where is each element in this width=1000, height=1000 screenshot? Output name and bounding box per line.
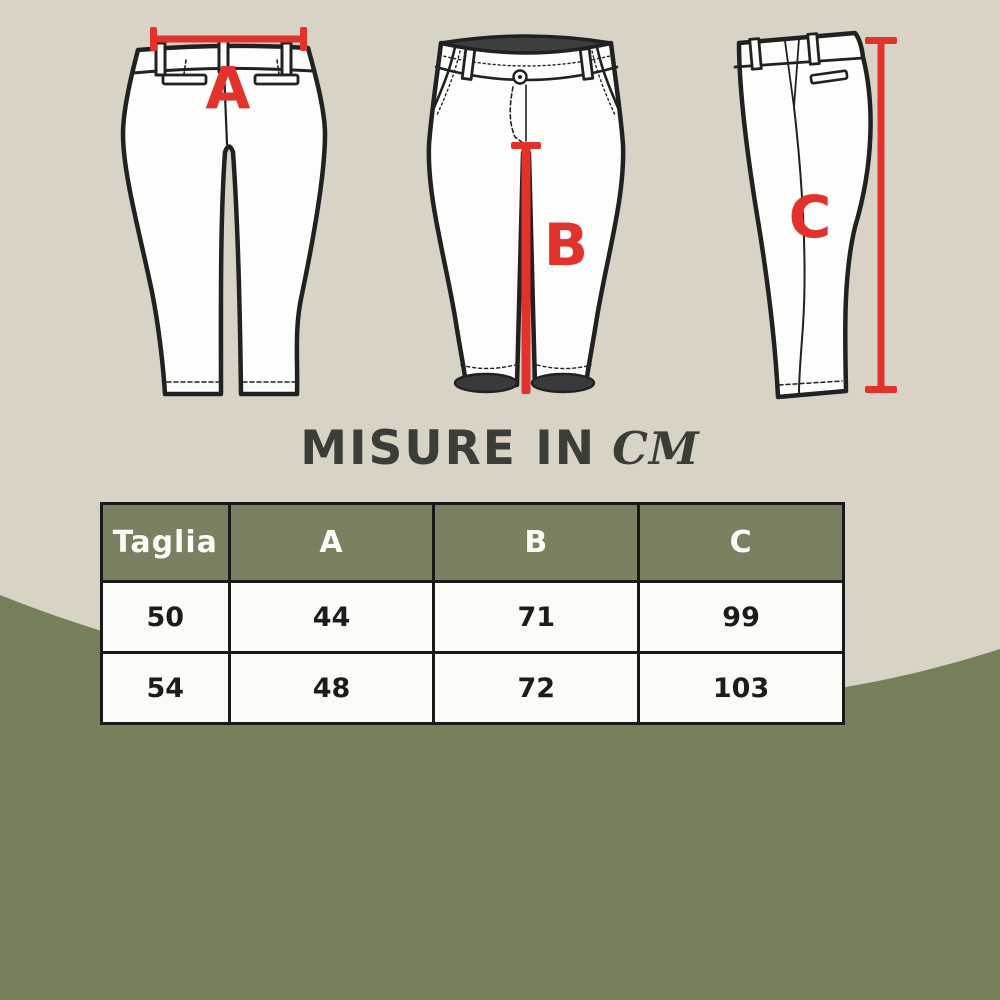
cell-c: 99 xyxy=(639,582,844,653)
pants-front-view-illustration xyxy=(425,25,630,405)
cell-a: 44 xyxy=(229,582,434,653)
header-cell-a: A xyxy=(229,504,434,582)
cell-size: 54 xyxy=(102,653,230,724)
measure-label-b: B xyxy=(543,211,589,279)
cell-b: 71 xyxy=(434,582,639,653)
header-cell-b: B xyxy=(434,504,639,582)
measure-label-a: A xyxy=(205,54,251,122)
cell-a: 48 xyxy=(229,653,434,724)
cell-size: 50 xyxy=(102,582,230,653)
size-table-header-row xyxy=(102,504,844,582)
measure-label-c: C xyxy=(788,183,832,251)
cell-b: 72 xyxy=(434,653,639,724)
size-table-row-50 xyxy=(102,582,844,653)
size-table xyxy=(100,502,845,725)
header-cell-taglia: Taglia xyxy=(102,504,230,582)
size-table-row-54 xyxy=(102,653,844,724)
page-title xyxy=(0,421,1000,476)
header-cell-c: C xyxy=(639,504,844,582)
cell-c: 103 xyxy=(639,653,844,724)
title-unit-text: CM xyxy=(612,422,700,475)
title-text: MISURE IN xyxy=(300,421,597,476)
